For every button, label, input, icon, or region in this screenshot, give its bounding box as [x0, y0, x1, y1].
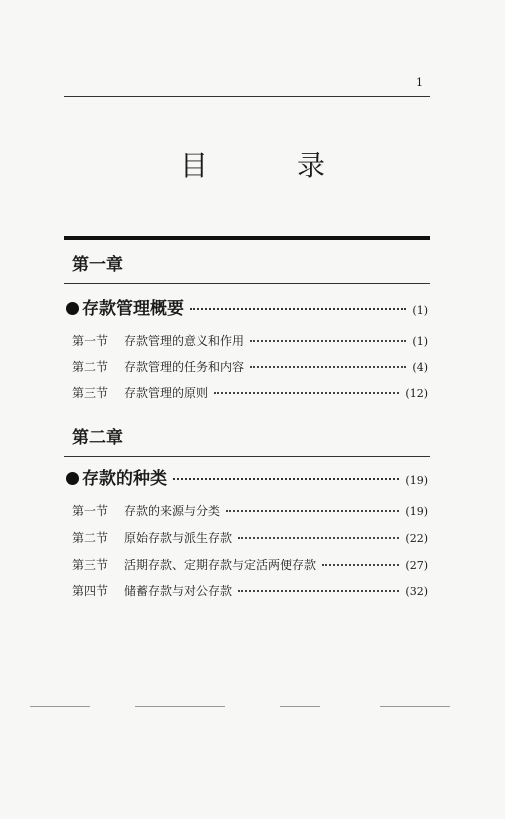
chapter-title: 存款管理概要 [82, 299, 184, 319]
page-ref: (1) [412, 304, 428, 317]
leader-dots [190, 308, 406, 310]
toc-entry[interactable] [72, 384, 428, 401]
leader-dots [322, 564, 399, 566]
leader-dots [173, 478, 399, 480]
section-title: 存款管理的原则 [124, 386, 209, 400]
leader-dots [250, 340, 406, 342]
leader-dots [226, 510, 399, 512]
section-title: 存款的来源与分类 [124, 504, 221, 518]
toc-entry[interactable] [72, 529, 428, 546]
chapter-label: 第一章 [72, 255, 123, 275]
toc-entry[interactable] [72, 556, 428, 573]
page-ref: (27) [405, 559, 428, 572]
page-ref: (12) [405, 387, 428, 400]
chapter-rule [64, 283, 430, 284]
chapter-label: 第二章 [72, 428, 123, 448]
page-ref: (22) [405, 532, 428, 545]
section-number: 第三节 [72, 386, 109, 400]
section-number: 第二节 [72, 360, 109, 374]
scan-artifact [280, 706, 320, 707]
section-title: 活期存款、定期存款与定活两便存款 [124, 558, 317, 572]
chapter-title-row[interactable] [66, 464, 428, 489]
section-title: 原始存款与派生存款 [124, 531, 233, 545]
toc-entry[interactable] [72, 358, 428, 375]
leader-dots [238, 590, 399, 592]
page-ref: (32) [405, 585, 428, 598]
section-number: 第一节 [72, 504, 109, 518]
toc-title: 目 录 [180, 149, 365, 182]
toc-entry[interactable] [72, 502, 428, 519]
leader-dots [238, 537, 399, 539]
heavy-rule [64, 236, 430, 240]
page-ref: (4) [412, 361, 428, 374]
page-number: 1 [416, 76, 423, 89]
section-number: 第三节 [72, 558, 109, 572]
scan-artifact [380, 706, 450, 707]
bullet-icon [66, 472, 79, 485]
leader-dots [214, 392, 399, 394]
section-title: 存款管理的任务和内容 [124, 360, 245, 374]
section-title: 存款管理的意义和作用 [124, 334, 245, 348]
leader-dots [250, 366, 406, 368]
chapter-title-row[interactable] [66, 294, 428, 319]
scan-artifact [135, 706, 225, 707]
bullet-icon [66, 302, 79, 315]
chapter-rule [64, 456, 430, 457]
toc-entry[interactable] [72, 582, 428, 599]
section-title: 储蓄存款与对公存款 [124, 584, 233, 598]
page-ref: (1) [412, 335, 428, 348]
page-ref: (19) [405, 474, 428, 487]
scan-artifact [30, 706, 90, 707]
section-number: 第二节 [72, 531, 109, 545]
toc-entry[interactable] [72, 332, 428, 349]
section-number: 第一节 [72, 334, 109, 348]
page-ref: (19) [405, 505, 428, 518]
header-rule [64, 96, 430, 97]
section-number: 第四节 [72, 584, 109, 598]
chapter-title: 存款的种类 [82, 469, 167, 489]
